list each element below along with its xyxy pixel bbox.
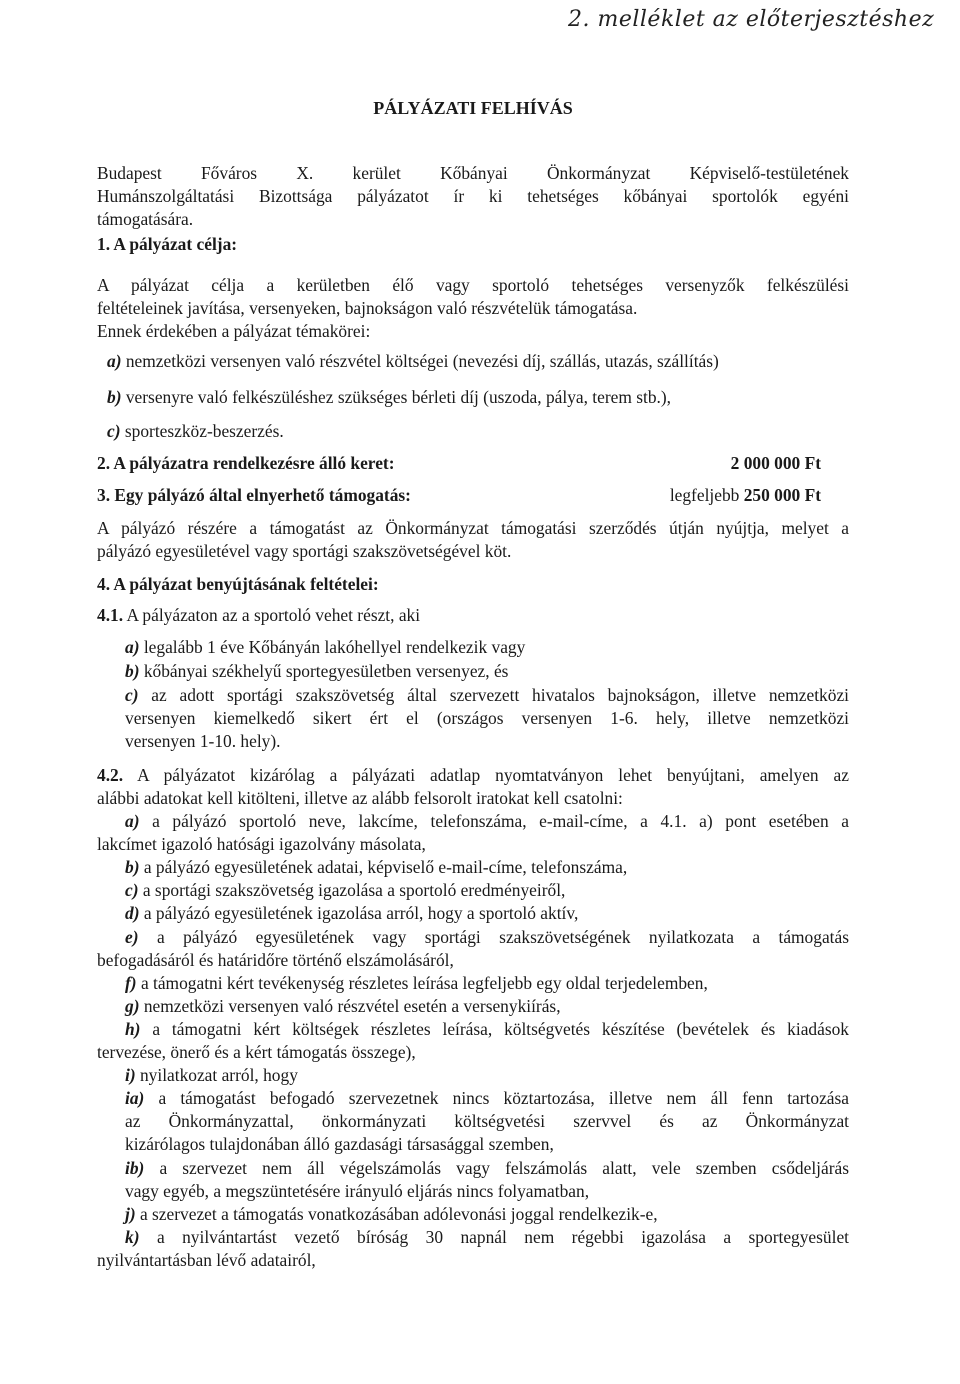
handwritten-annotation: 2. melléklet az előterjesztéshez (568, 7, 935, 32)
list-marker: b) (125, 661, 140, 681)
list-text: a támogatni kért tevékenység részletes leírása legfeljebb egy oldal terjedelemben, (136, 973, 708, 993)
list-text: versenyre való felkészüléshez szükséges bérleti díj (uszoda, pálya, terem stb.), (121, 387, 672, 407)
list-marker: c) (125, 685, 139, 705)
list-item (125, 972, 849, 995)
list-text: a nyilvántartást vezető bíróság 30 napnál nem régebbi igazolása a sportegyesület (139, 1227, 849, 1247)
list-item (125, 856, 849, 879)
intro-line: Budapest Főváros X. kerület Kőbányai Önkormányzat Képviselő-testületének (97, 163, 849, 183)
list-text: sporteszköz-beszerzés. (120, 421, 284, 441)
paragraph-line: Ennek érdekében a pályázat témakörei: (97, 321, 371, 341)
section-4-heading: 4. A pályázat benyújtásának feltételei: (97, 574, 379, 594)
list-text: befogadásáról és határidőre történő elszámolásáról, (97, 950, 454, 970)
list-marker: a) (107, 351, 122, 371)
list-text: nemzetközi versenyen való részvétel esetén a versenykiírás, (139, 996, 561, 1016)
section-1-heading: 1. A pályázat célja: (97, 234, 238, 254)
list-text: kizárólagos tulajdonában álló gazdasági társasággal szemben, (125, 1134, 554, 1154)
list-item (125, 926, 849, 949)
list-item (107, 350, 859, 373)
list-marker: ib) (125, 1158, 145, 1178)
list-text: legalább 1 éve Kőbányán lakóhellyel rendelkezik vagy (139, 637, 526, 657)
subsection-4-1 (97, 604, 849, 627)
paragraph-line: A pályázat célja a kerületben élő vagy sportoló tehetséges versenyzők felkészülési (97, 275, 849, 295)
list-marker: k) (125, 1227, 140, 1247)
subsection-number: 4.1. (97, 605, 124, 625)
budget-amount: 2 000 000 Ft (730, 453, 821, 473)
subsection-4-2 (97, 764, 849, 787)
list-text: versenyen 1-10. hely). (125, 731, 281, 751)
list-item (125, 636, 849, 659)
list-marker: e) (125, 927, 139, 947)
list-text: az Önkormányzattal, önkormányzati költségvetési szervvel és az Önkormányzat (125, 1111, 849, 1131)
section-2-row (97, 452, 849, 475)
list-marker: c) (125, 880, 139, 900)
list-item (107, 420, 859, 443)
list-item (125, 660, 849, 683)
list-text: a támogatni kért költségek részletes leírása, költségvetés készítése (bevételek és kiadások (140, 1019, 849, 1039)
subsection-number: 4.2. (97, 765, 124, 785)
list-item (125, 684, 849, 707)
list-item (125, 1018, 849, 1041)
list-marker: b) (107, 387, 122, 407)
list-text: nemzetközi versenyen való részvétel költségei (nevezési díj, szállás, utazás, szállítás) (121, 351, 719, 371)
list-marker: a) (125, 637, 140, 657)
list-text: a pályázó egyesületének vagy sportági szakszövetségének nyilatkozata a támogatás (138, 927, 849, 947)
list-text: versenyen kiemelkedő sikert ért el (országos versenyen 1-6. hely, illetve nemzetközi (125, 708, 849, 728)
intro-line: támogatására. (97, 209, 194, 229)
max-grant (670, 484, 821, 507)
list-text: vagy egyéb, a megszüntetésére irányuló eljárás nincs folyamatban, (125, 1181, 590, 1201)
list-marker: i) (125, 1065, 136, 1085)
list-item (125, 879, 849, 902)
paragraph-line: A pályázó részére a támogatást az Önkormányzat támogatási szerződés útján nyújtja, melyet a (97, 518, 849, 538)
section-3-heading: 3. Egy pályázó által elnyerhető támogatás: (97, 485, 411, 505)
list-marker: a) (125, 811, 140, 831)
list-text: a szervezet nem áll végelszámolás vagy felszámolás alatt, vele szemben csődeljárás (144, 1158, 849, 1178)
list-text: a pályázó egyesületének igazolása arról, hogy a sportoló aktív, (139, 903, 579, 923)
list-text: a pályázó sportoló neve, lakcíme, telefonszáma, e-mail-címe, a 4.1. a) pont esetében a (139, 811, 849, 831)
list-item (125, 902, 849, 925)
list-marker: ia) (125, 1088, 145, 1108)
list-marker: j) (125, 1204, 136, 1224)
list-item (125, 1226, 849, 1249)
list-item (125, 995, 849, 1018)
list-text: a szervezet a támogatás vonatkozásában adólevonási joggal rendelkezik-e, (135, 1204, 658, 1224)
subsection-text: A pályázaton az a sportoló vehet részt, aki (123, 605, 421, 625)
list-text: tervezése, önerő és a kért támogatás összege), (97, 1042, 416, 1062)
list-marker: b) (125, 857, 140, 877)
list-text: lakcímet igazoló hatósági igazolvány másolata, (97, 834, 426, 854)
list-text: a sportági szakszövetség igazolása a sportoló eredményeiről, (138, 880, 566, 900)
document-title: PÁLYÁZATI FELHÍVÁS (373, 98, 573, 118)
paragraph-line: feltételeinek javítása, versenyeken, bajnokságon való részvételük támogatása. (97, 298, 638, 318)
list-item (125, 1064, 849, 1087)
list-text: nyilatkozat arról, hogy (135, 1065, 298, 1085)
paragraph-line: alábbi adatokat kell kitölteni, illetve az alább felsorolt iratokat kell csatolni: (97, 788, 623, 808)
list-text: kőbányai székhelyű sportegyesületben versenyez, és (139, 661, 509, 681)
max-grant-amount: 250 000 Ft (743, 485, 821, 505)
section-3-row (97, 484, 849, 507)
section-2-heading: 2. A pályázatra rendelkezésre álló keret: (97, 453, 395, 473)
sub-list-item (125, 1157, 849, 1180)
list-item (107, 386, 859, 409)
list-text: nyilvántartásban lévő adatairól, (97, 1250, 316, 1270)
list-item (125, 810, 849, 833)
list-marker: c) (107, 421, 121, 441)
list-text: a pályázó egyesületének adatai, képviselő e-mail-címe, telefonszáma, (139, 857, 628, 877)
list-item (125, 1203, 849, 1226)
list-marker: h) (125, 1019, 141, 1039)
sub-list-item (125, 1087, 849, 1110)
list-marker: f) (125, 973, 137, 993)
max-grant-prefix: legfeljebb (669, 485, 744, 505)
list-marker: d) (125, 903, 140, 923)
list-text: a támogatást befogadó szervezetnek nincs köztartozása, illetve nem áll fenn tartozása (144, 1088, 849, 1108)
subsection-text: A pályázatot kizárólag a pályázati adatlap nyomtatványon lehet benyújtani, amelyen az (123, 765, 849, 785)
list-marker: g) (125, 996, 140, 1016)
list-text: az adott sportági szakszövetség által szervezett hivatalos bajnokságon, illetve nemzetközi (138, 685, 849, 705)
intro-line: Humánszolgáltatási Bizottsága pályázatot ír ki tehetséges kőbányai sportolók egyéni (97, 186, 849, 206)
paragraph-line: pályázó egyesületével vagy sportági szakszövetségével köt. (97, 541, 512, 561)
